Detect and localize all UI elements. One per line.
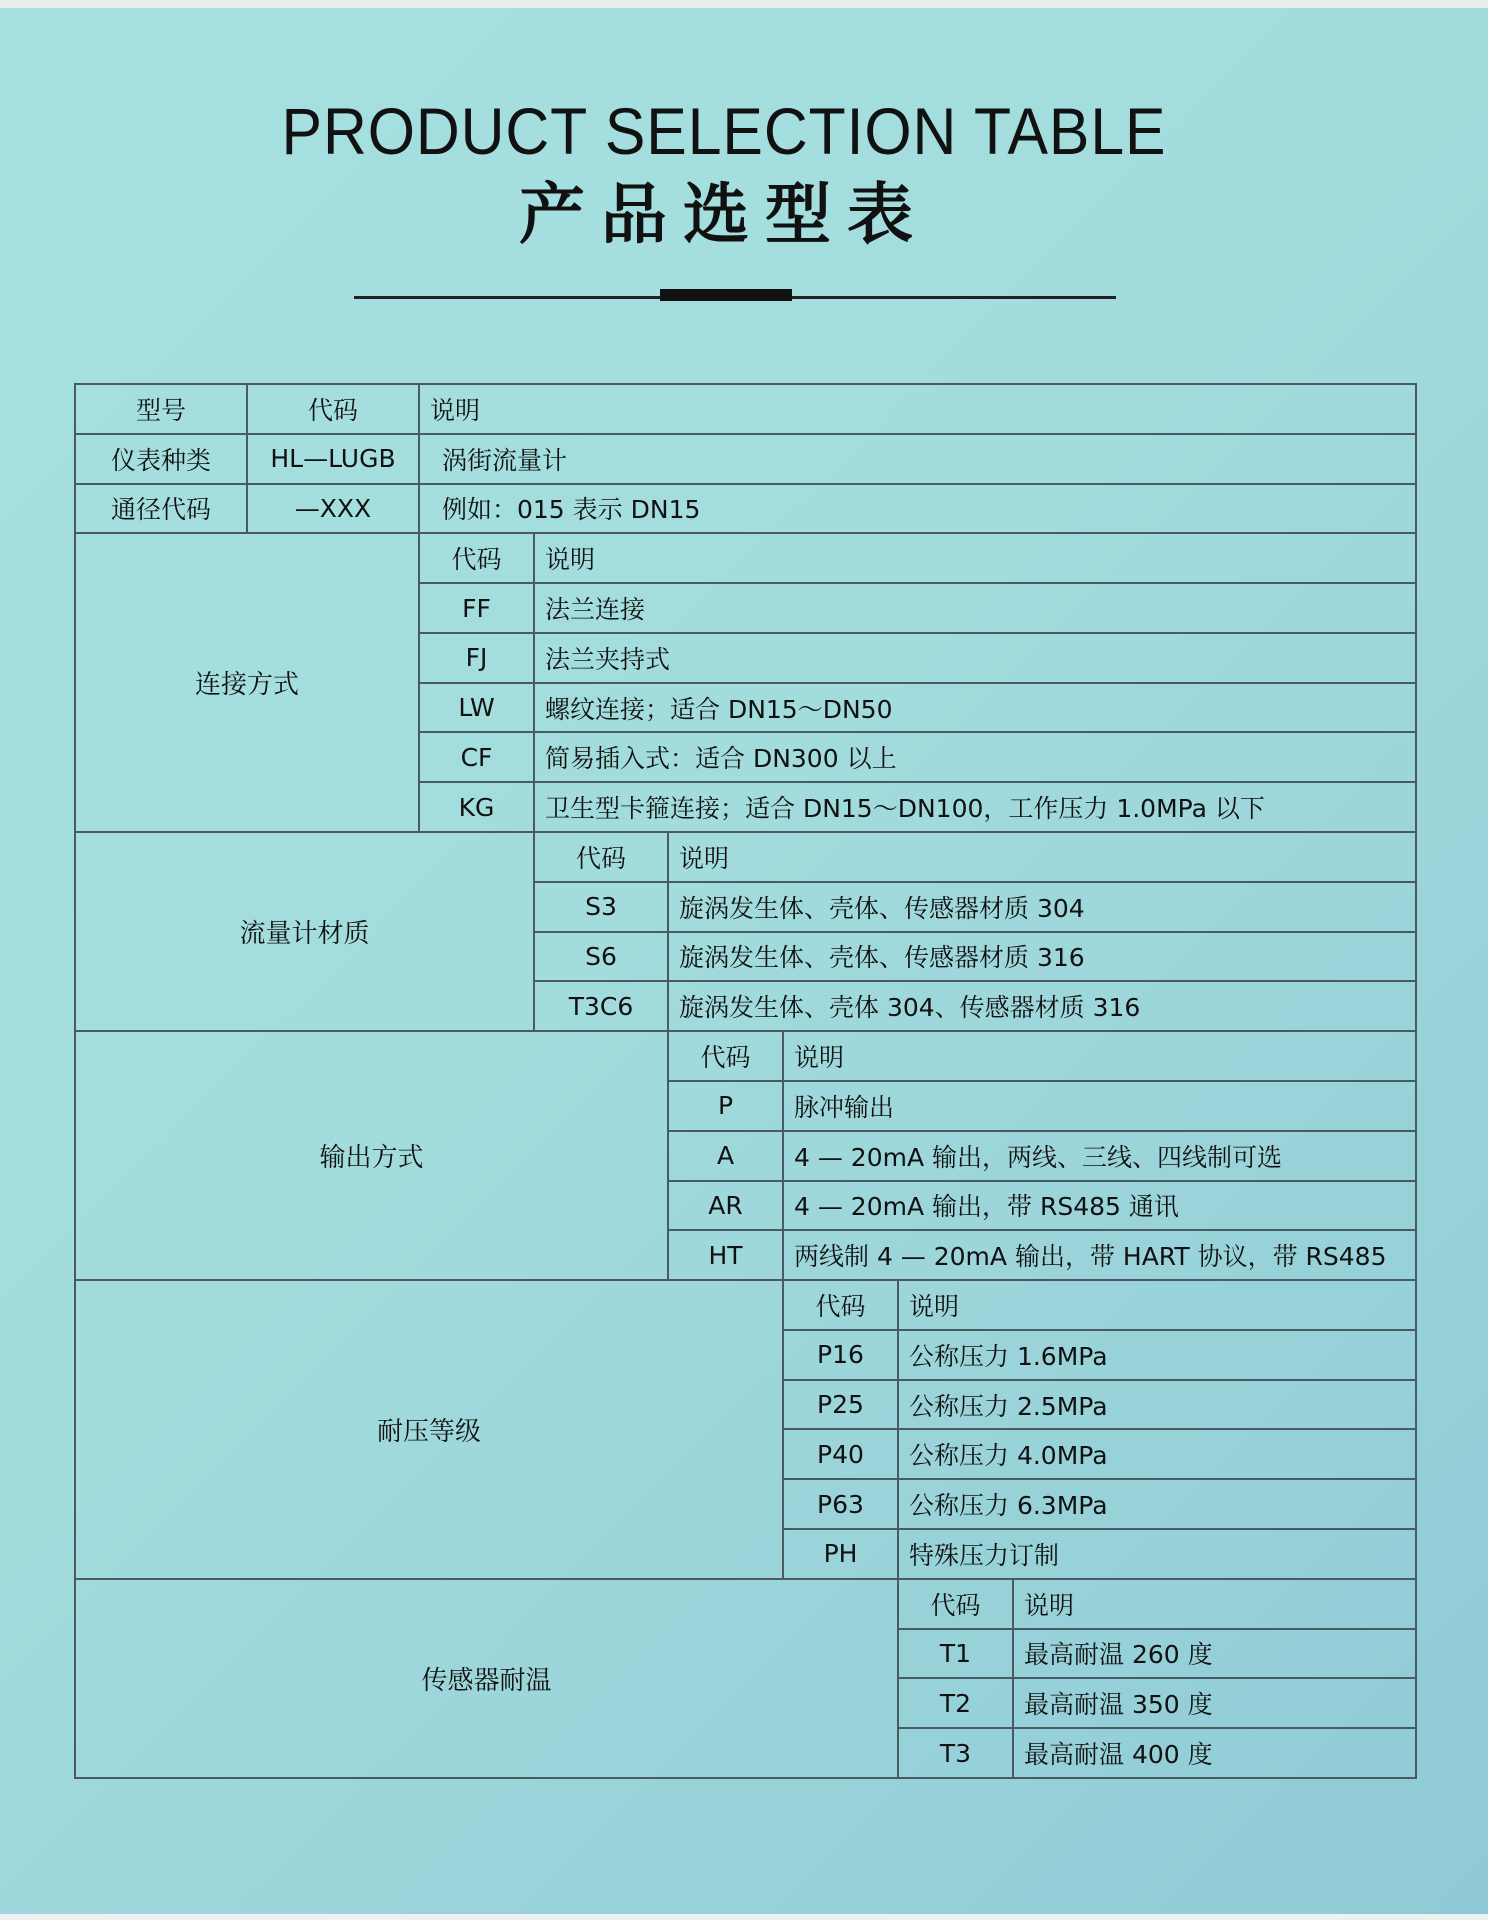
diameter-code: —XXX [247,484,419,534]
option-desc: 公称压力 1.6MPa [898,1330,1416,1380]
header-model: 型号 [75,384,247,434]
option-code: S6 [534,932,668,982]
section-head-row [75,533,1416,583]
section-head-row [75,1579,1416,1629]
section-code-header: 代码 [668,1031,783,1081]
section-desc-header: 说明 [898,1280,1416,1330]
option-code: T3C6 [534,981,668,1031]
table-header-row [75,384,1416,434]
product-selection-table [74,383,1417,1779]
option-desc: 旋涡发生体、壳体、传感器材质 304 [668,882,1416,932]
option-code: T3 [898,1728,1013,1778]
diameter-label: 通径代码 [75,484,247,534]
option-desc: 公称压力 6.3MPa [898,1479,1416,1529]
option-desc: 脉冲输出 [783,1081,1416,1131]
option-desc: 最高耐温 350 度 [1013,1678,1416,1728]
section-label-output: 输出方式 [75,1031,668,1280]
option-code: P16 [783,1330,898,1380]
header-desc: 说明 [419,384,1416,434]
section-head-row [75,1031,1416,1081]
option-desc: 简易插入式：适合 DN300 以上 [534,732,1416,782]
option-desc: 4 — 20mA 输出，两线、三线、四线制可选 [783,1131,1416,1181]
option-code: P [668,1081,783,1131]
option-desc: 特殊压力订制 [898,1529,1416,1579]
bottom-strip [0,1914,1488,1920]
option-desc: 公称压力 4.0MPa [898,1429,1416,1479]
section-head-row [75,832,1416,882]
section-code-header: 代码 [419,533,534,583]
option-desc: 法兰夹持式 [534,633,1416,683]
option-desc: 最高耐温 400 度 [1013,1728,1416,1778]
option-desc: 旋涡发生体、壳体、传感器材质 316 [668,932,1416,982]
table-row [75,434,1416,484]
option-code: P40 [783,1429,898,1479]
option-desc: 旋涡发生体、壳体 304、传感器材质 316 [668,981,1416,1031]
option-desc: 公称压力 2.5MPa [898,1380,1416,1430]
diameter-desc: 例如：015 表示 DN15 [419,484,1416,534]
option-code: T2 [898,1678,1013,1728]
option-code: FF [419,583,534,633]
section-desc-header: 说明 [668,832,1416,882]
option-code: CF [419,732,534,782]
option-code: P63 [783,1479,898,1529]
option-desc: 两线制 4 — 20mA 输出，带 HART 协议，带 RS485 [783,1230,1416,1280]
option-code: A [668,1131,783,1181]
section-label-material: 流量计材质 [75,832,534,1031]
option-code: S3 [534,882,668,932]
option-code: AR [668,1181,783,1231]
option-desc: 最高耐温 260 度 [1013,1629,1416,1679]
option-code: T1 [898,1629,1013,1679]
section-code-header: 代码 [898,1579,1013,1629]
section-code-header: 代码 [783,1280,898,1330]
option-desc: 法兰连接 [534,583,1416,633]
option-code: FJ [419,633,534,683]
option-code: PH [783,1529,898,1579]
section-desc-header: 说明 [534,533,1416,583]
instrument-label: 仪表种类 [75,434,247,484]
title-chinese: 产品选型表 [519,176,929,253]
title-english: PRODUCT SELECTION TABLE [281,94,1167,168]
option-desc: 卫生型卡箍连接；适合 DN15～DN100，工作压力 1.0MPa 以下 [534,782,1416,832]
header-code: 代码 [247,384,419,434]
option-code: HT [668,1230,783,1280]
table-row [75,484,1416,534]
section-code-header: 代码 [534,832,668,882]
section-label-pressure: 耐压等级 [75,1280,783,1579]
section-desc-header: 说明 [1013,1579,1416,1629]
option-code: LW [419,683,534,733]
section-desc-header: 说明 [783,1031,1416,1081]
section-head-row [75,1280,1416,1330]
option-desc: 螺纹连接；适合 DN15～DN50 [534,683,1416,733]
title-divider-accent [660,289,792,301]
instrument-desc: 涡街流量计 [419,434,1416,484]
option-code: P25 [783,1380,898,1430]
option-code: KG [419,782,534,832]
option-desc: 4 — 20mA 输出，带 RS485 通讯 [783,1181,1416,1231]
instrument-code: HL—LUGB [247,434,419,484]
top-strip [0,0,1488,8]
section-label-connection: 连接方式 [75,533,419,832]
section-label-temperature: 传感器耐温 [75,1579,898,1778]
